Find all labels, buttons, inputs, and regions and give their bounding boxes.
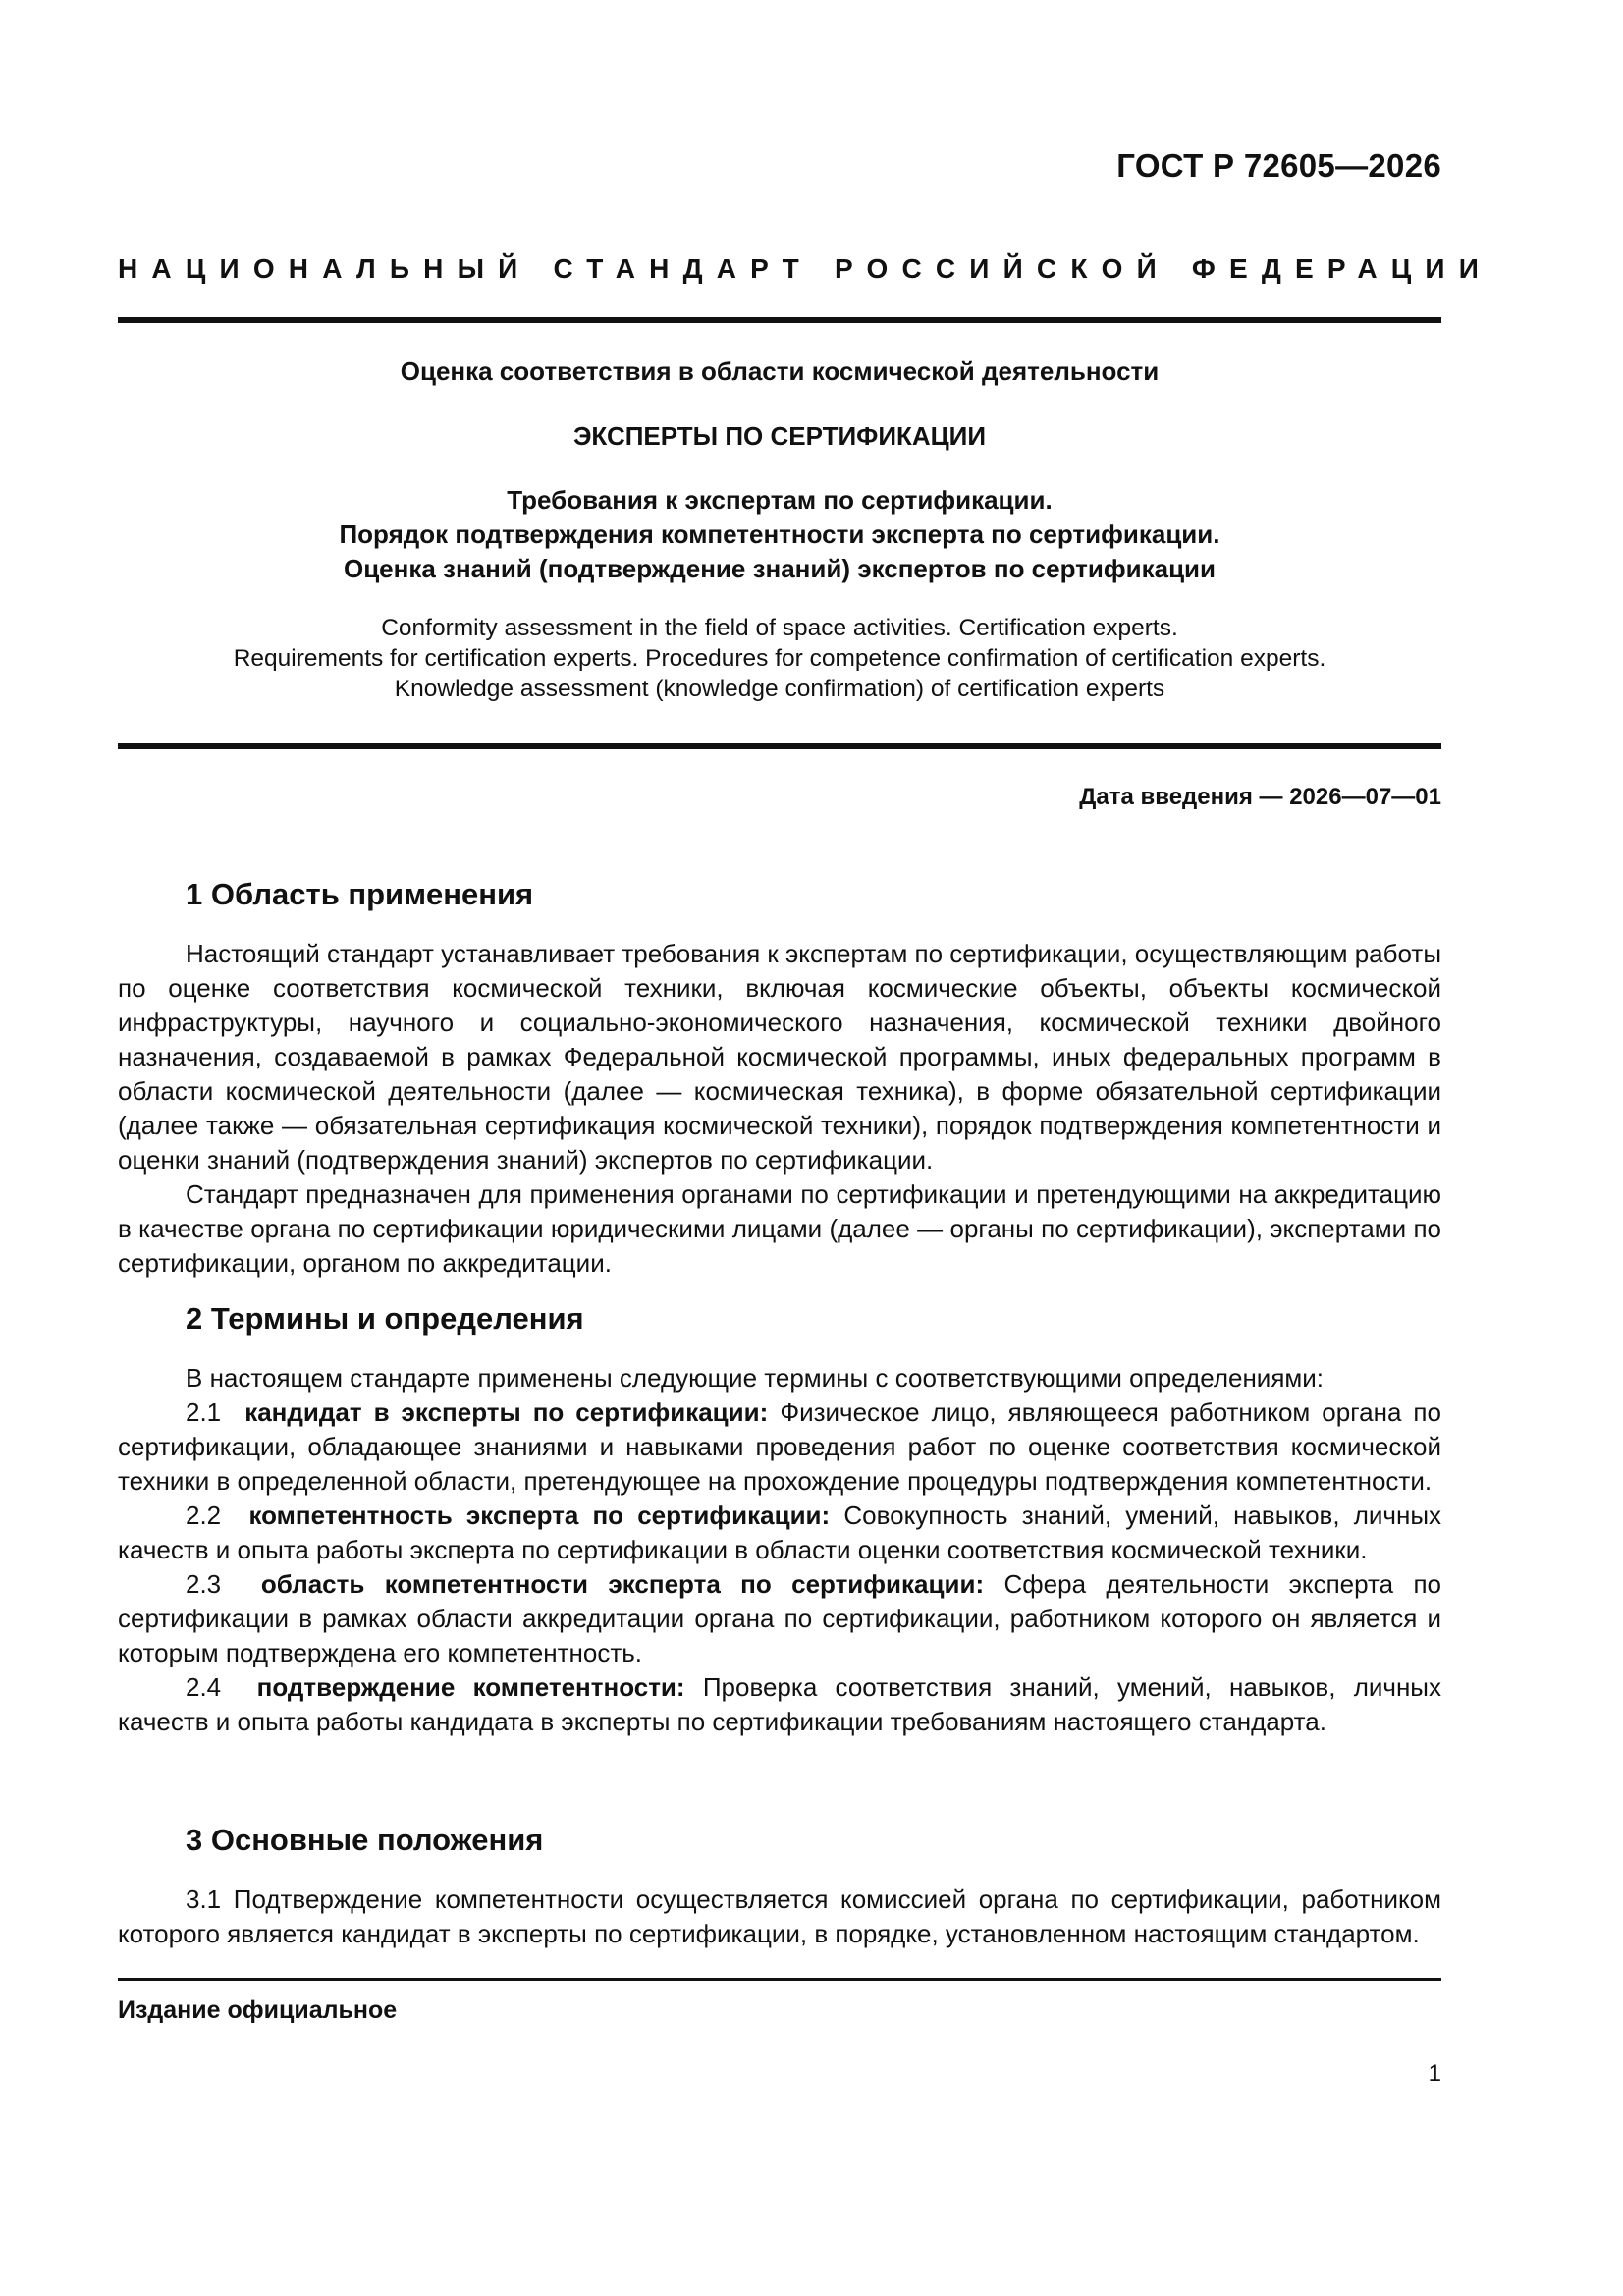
subtitle-block — [118, 483, 1441, 586]
title-bottom-rule — [118, 743, 1441, 749]
section-3-paragraph-1: 3.1 Подтверждение компетентности осуществляется комиссией органа по сертификации, работником которого является кандидат в эксперты по сертификации, в порядке, установленном настоящим стандартом. — [118, 1885, 1441, 1948]
footer-rule — [118, 1978, 1441, 1981]
term-name: компетентность эксперта по сертификации: — [248, 1501, 831, 1530]
english-title-line: Conformity assessment in the field of space activities. Certification experts. — [381, 615, 1178, 641]
subtitle-line: Оценка знаний (подтверждение знаний) экспертов по сертификации — [343, 554, 1217, 583]
section-2-heading: 2 Термины и определения — [186, 1301, 584, 1336]
title-line1: Оценка соответствия в области космической деятельности — [400, 356, 1160, 386]
gost-code: ГОСТ Р 72605—2026 — [1116, 147, 1441, 184]
intro-date: Дата введения — 2026—07—01 — [1079, 784, 1441, 810]
term-definition: 2.2 компетентность эксперта по сертификации: Совокупность знаний, умений, навыков, личных качеств и опыта работы эксперта по сертификации в области оценки соответствия космической техники. — [118, 1501, 1442, 1564]
term-definition: 2.4 подтверждение компетентности: Проверка соответствия знаний, умений, навыков, личных качеств и опыта работы кандидата в эксперты по сертификации требованиям настоящего стандарта. — [118, 1672, 1441, 1736]
subtitle-line: Требования к экспертам по сертификации. — [507, 485, 1053, 515]
section-2-intro: В настоящем стандарте применены следующие термины с соответствующими определениями: — [186, 1363, 1325, 1393]
term-name: область компетентности эксперта по сертификации: — [260, 1569, 985, 1599]
term-definition: 2.3 область компетентности эксперта по сертификации: Сфера деятельности эксперта по сертификации в рамках области аккредитации органа по сертификации, работником которого он является и которым подтверждена его компетентность. — [118, 1569, 1442, 1667]
english-title-line: Knowledge assessment (knowledge confirmation) of certification experts — [394, 676, 1165, 702]
official-edition-label: Издание официальное — [118, 1996, 398, 2024]
section-1-paragraph-2: Стандарт предназначен для применения органами по сертификации и претендующими на аккредитацию в качестве органа по сертификации юридическими лицами (далее — органы по сертификации), экспертами по сертификации, органом по аккредитации. — [118, 1179, 1441, 1278]
term-name: подтверждение компетентности: — [256, 1672, 685, 1702]
term-definition: 2.1 кандидат в эксперты по сертификации: Физическое лицо, являющееся работником органа по сертификации, обладающее знаниями и навыками проведения работ по оценке соответствия космической техники в определенной области, претендующее на прохождение процедуры подтверждения компетентности. — [118, 1397, 1441, 1496]
national-standard-banner: НАЦИОНАЛЬНЫЙ СТАНДАРТ РОССИЙСКОЙ ФЕДЕРАЦИИ — [118, 253, 1493, 284]
english-title-line: Requirements for certification experts. Procedures for competence confirmation of certification experts. — [233, 645, 1326, 672]
page-number: 1 — [1428, 2060, 1441, 2087]
section-3-body — [118, 1883, 1441, 1951]
english-title-block — [118, 613, 1441, 704]
section-1-paragraph-1: Настоящий стандарт устанавливает требования к экспертам по сертификации, осуществляющим работы по оценке соответствия космической техники, включая космические объекты, объекты космической инфраструктуры, научного и социально-экономического назначения, космической техники двойного назначения, создаваемой в рамках Федеральной космической программы, иных федеральных программ в области космической деятельности (далее — космическая техника), в форме обязательной сертификации (далее также — обязательная сертификация космической техники), порядок подтверждения компетентности и оценки знаний (подтверждения знаний) экспертов по сертификации. — [118, 939, 1442, 1175]
section-1-body — [118, 937, 1441, 1281]
title-line2: ЭКСПЕРТЫ ПО СЕРТИФИКАЦИИ — [572, 421, 987, 451]
section-3-heading: 3 Основные положения — [186, 1823, 544, 1857]
section-1-heading: 1 Область применения — [186, 877, 534, 911]
top-rule — [118, 317, 1441, 323]
subtitle-line: Порядок подтверждения компетентности эксперта по сертификации. — [339, 519, 1220, 549]
section-2-body — [118, 1361, 1441, 1739]
term-name: кандидат в эксперты по сертификации: — [244, 1397, 769, 1427]
